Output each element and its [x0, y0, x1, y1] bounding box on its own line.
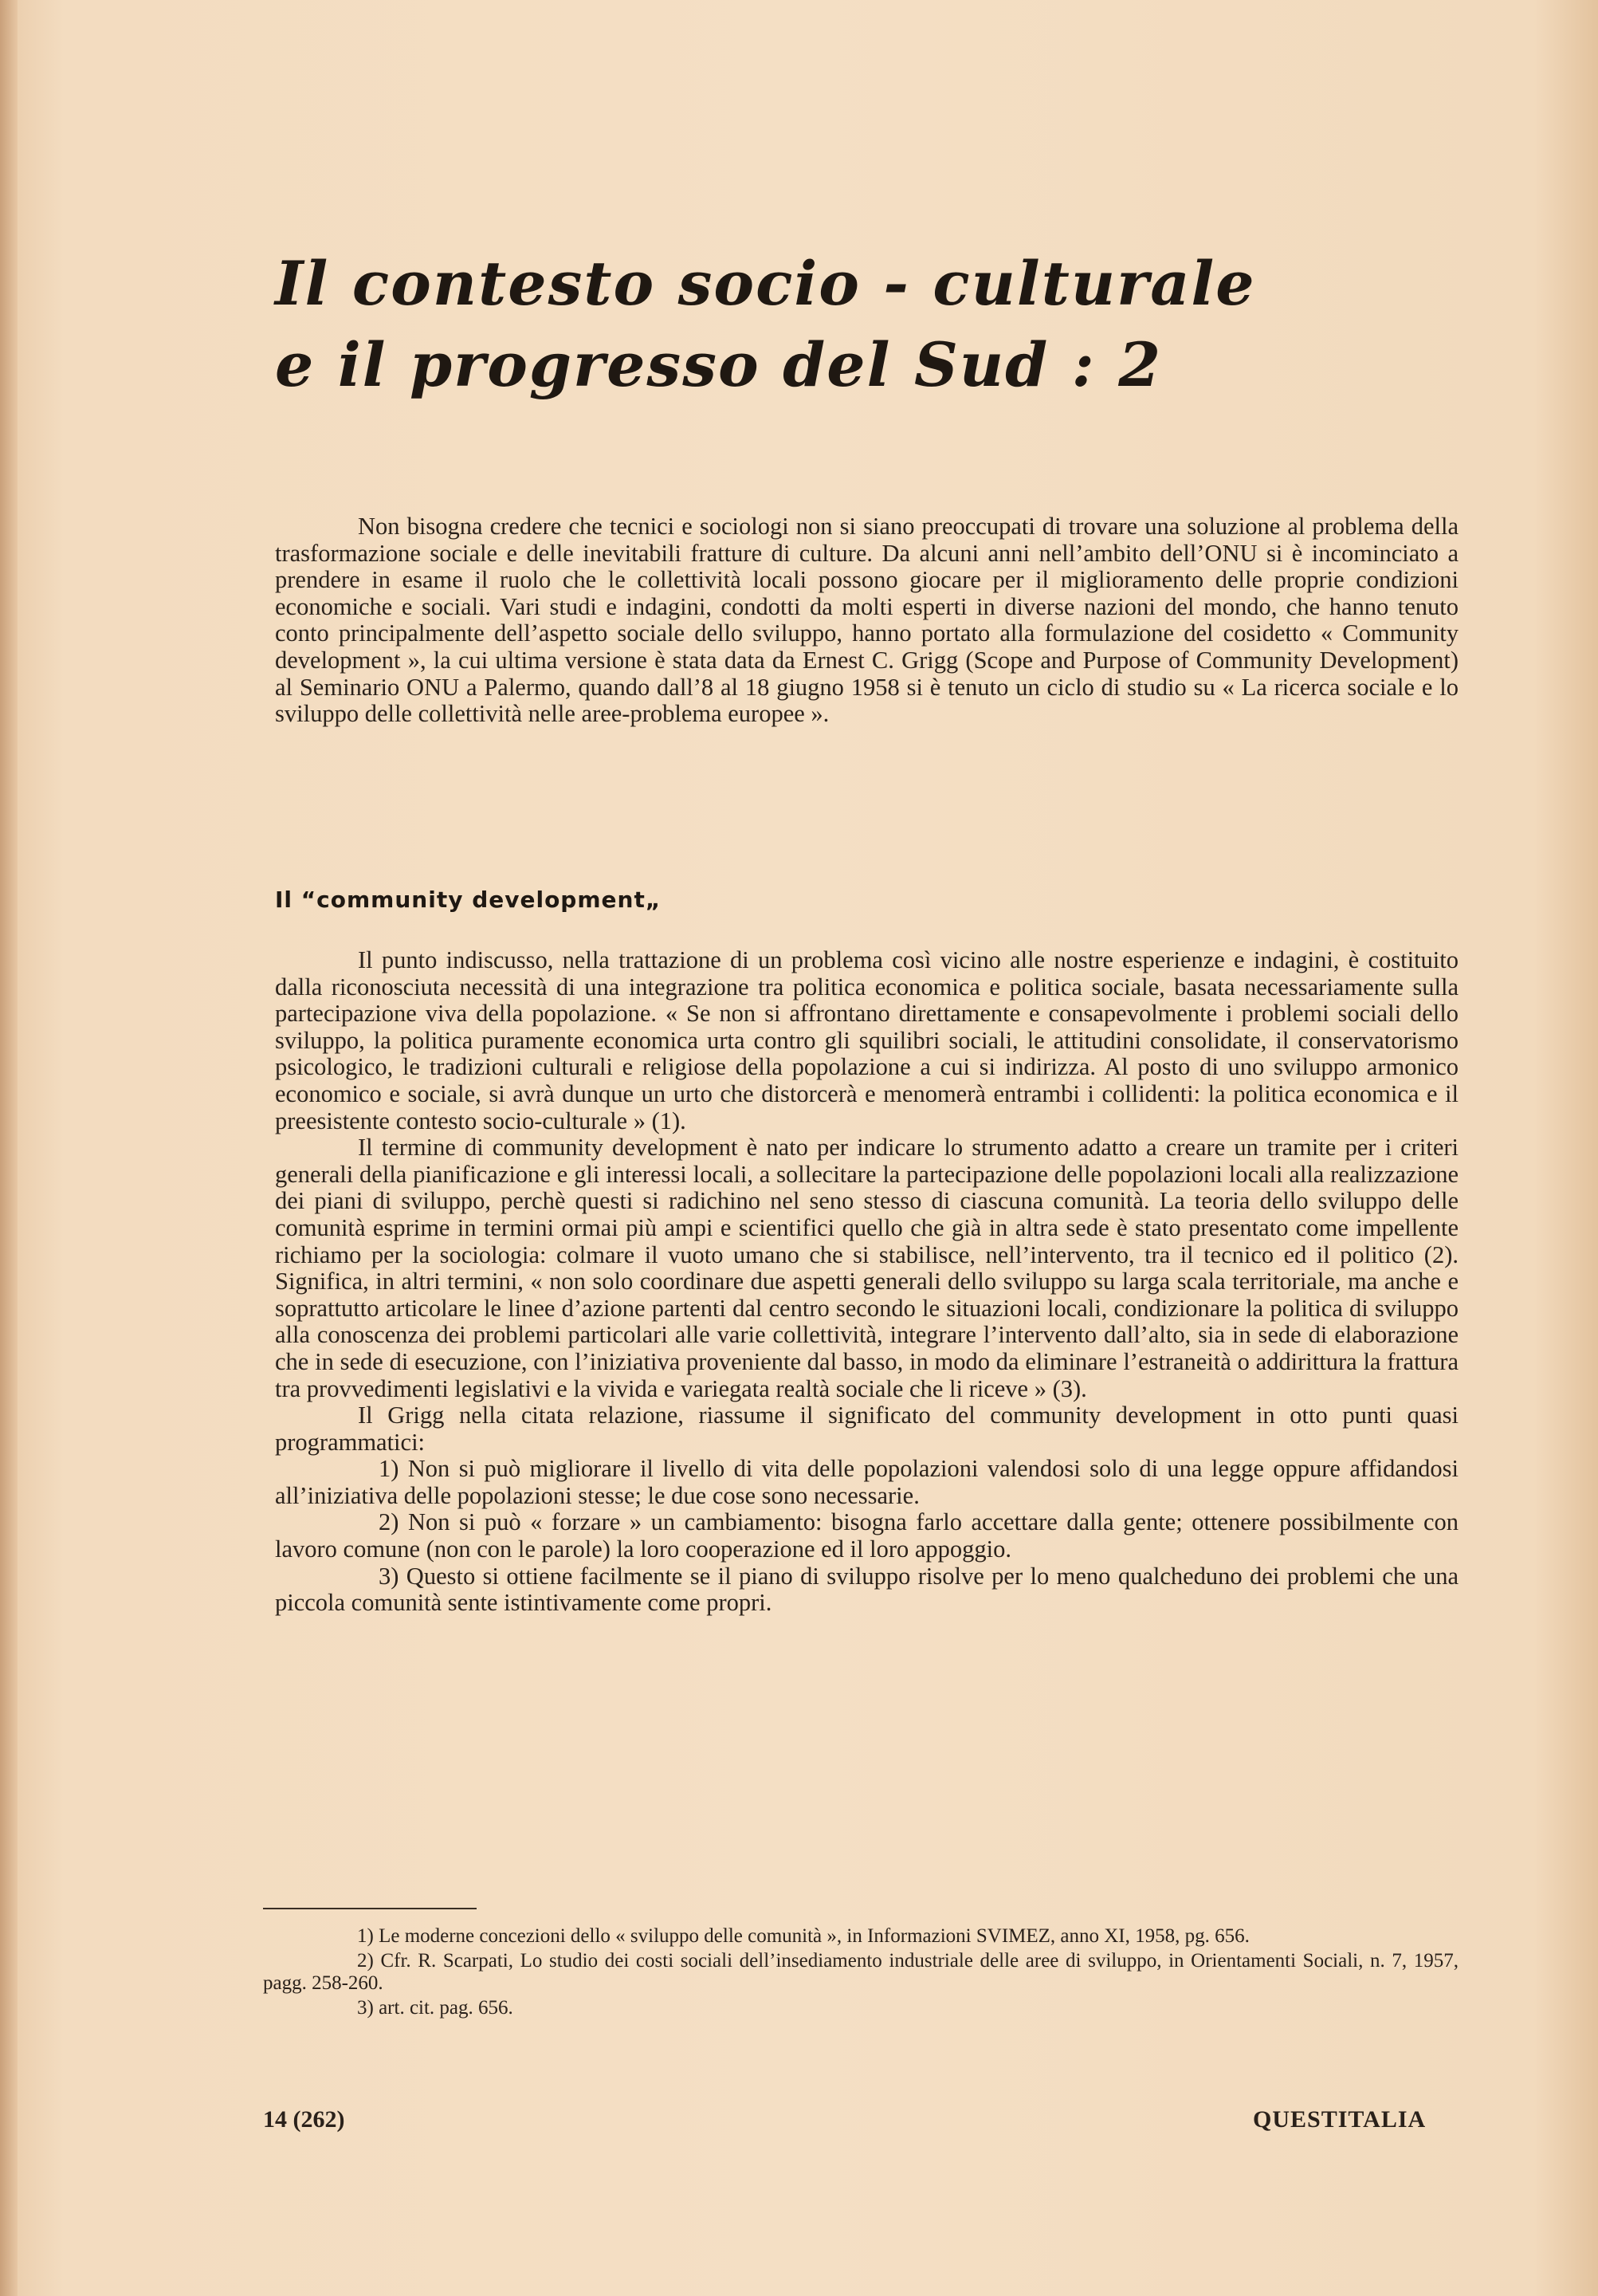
paper-edge	[0, 0, 18, 2296]
main-section	[275, 947, 1459, 1617]
title-line-1: Il contesto socio - culturale	[275, 248, 1256, 319]
paragraph-1: Il punto indiscusso, nella trattazione di un problema così vicino alle nostre esperienze e indagini, è costituito dalla riconosciuta necessità di una integrazione tra politica economica e politica sociale, basata necessariamente sulla partecipazione viva della popolazione. « Se non si affrontano direttamente e consapevolmente i problemi sociali dello sviluppo, la politica puramente economica urta contro gli squilibri sociali, le attitudini consolidate, il conservatorismo psicologico, le tradizioni culturali e religiose della popolazione a cui si indirizza. Al posto di uno sviluppo armonico economico e sociale, si avrà dunque un urto che distorcerà e menomerà entrambi i collidenti: la politica economica e il preesistente contesto socio-culturale » (1).	[275, 946, 1459, 1134]
section-heading: Il “community development„	[275, 887, 662, 913]
point-3: 3) Questo si ottiene facilmente se il piano di sviluppo risolve per lo meno qualcheduno dei problemi che una piccola comunità sente istintivamente come propri.	[275, 1562, 1459, 1617]
footnote-3: 3) art. cit. pag. 656.	[357, 1996, 513, 2019]
page-number: 14 (262)	[263, 2106, 345, 2133]
footnotes	[263, 1925, 1459, 2021]
paragraph-3: Il Grigg nella citata relazione, riassume il significato del community development in otto punti quasi programmatici:	[275, 1402, 1459, 1456]
point-2: 2) Non si può « forzare » un cambiamento: bisogna farlo accettare dalla gente; ottenere possibilmente con lavoro comune (non con le parole) la loro cooperazione ed il loro appoggio.	[275, 1508, 1459, 1563]
footnote-1: 1) Le moderne concezioni dello « sviluppo delle comunità », in Informazioni SVIMEZ, anno XI, 1958, pg. 656.	[357, 1925, 1250, 1947]
intro-paragraph: Non bisogna credere che tecnici e sociologi non si siano preoccupati di trovare una soluzione al problema della trasformazione sociale e delle inevitabili fratture di culture. Da alcuni anni nell’ambito dell’ONU si è incominciato a prendere in esame il ruolo che le collettività locali possono giocare per il miglioramento delle proprie condizioni economiche e sociali. Vari studi e indagini, condotti da molti esperti in diverse nazioni del mondo, che hanno tenuto conto principalmente dell’aspetto sociale dello sviluppo, hanno portato alla formulazione del cosidetto « Community development », la cui ultima versione è stata data da Ernest C. Grigg (Scope and Purpose of Community Development) al Seminario ONU a Palermo, quando dall’8 al 18 giugno 1958 si è tenuto un ciclo di studio su « La ricerca sociale e lo sviluppo delle collettività nelle aree-problema europee ».	[275, 513, 1459, 728]
footnote-2: 2) Cfr. R. Scarpati, Lo studio dei costi sociali dell’insediamento industriale delle aree di sviluppo, in Orientamenti Sociali, n. 7, 1957, pagg. 258-260.	[263, 1949, 1459, 1994]
footnote-rule	[263, 1908, 477, 1909]
point-1: 1) Non si può migliorare il livello di vita delle popolazioni valendosi solo di una legge oppure affidandosi all’iniziativa delle popolazioni stesse; le due cose sono necessarie.	[275, 1455, 1459, 1509]
journal-name: QUESTITALIA	[1253, 2106, 1427, 2133]
article-title	[275, 243, 1470, 406]
title-line-2: e il progresso del Sud : 2	[275, 329, 1163, 400]
intro-section	[275, 513, 1459, 728]
paragraph-2: Il termine di community development è nato per indicare lo strumento adatto a creare un tramite per i criteri generali della pianificazione e gli interessi locali, a sollecitare la partecipazione delle popolazioni locali alla realizzazione dei piani di sviluppo, perchè questi si radichino nel seno stesso di ciascuna comunità. La teoria dello sviluppo delle comunità esprime in termini ormai più ampi e scientifici quello che già in altra sede è stato presentato come impellente richiamo per la sociologia: colmare il vuoto umano che si stabilisce, nell’intervento, tra il tecnico ed il politico (2). Significa, in altri termini, « non solo coordinare due aspetti generali dello sviluppo su larga scala territoriale, ma anche e soprattutto articolare le linee d’azione partenti dal centro secondo le situazioni locali, condizionare la politica di sviluppo alla conoscenza dei problemi particolari alle varie collettività, integrare l’intervento dall’alto, sia in sede di elaborazione che in sede di esecuzione, con l’iniziativa proveniente dal basso, in modo da eliminare l’estraneità o addirittura la frattura tra provvedimenti legislativi e la vivida e variegata realtà sociale che li riceve » (3).	[275, 1134, 1459, 1402]
